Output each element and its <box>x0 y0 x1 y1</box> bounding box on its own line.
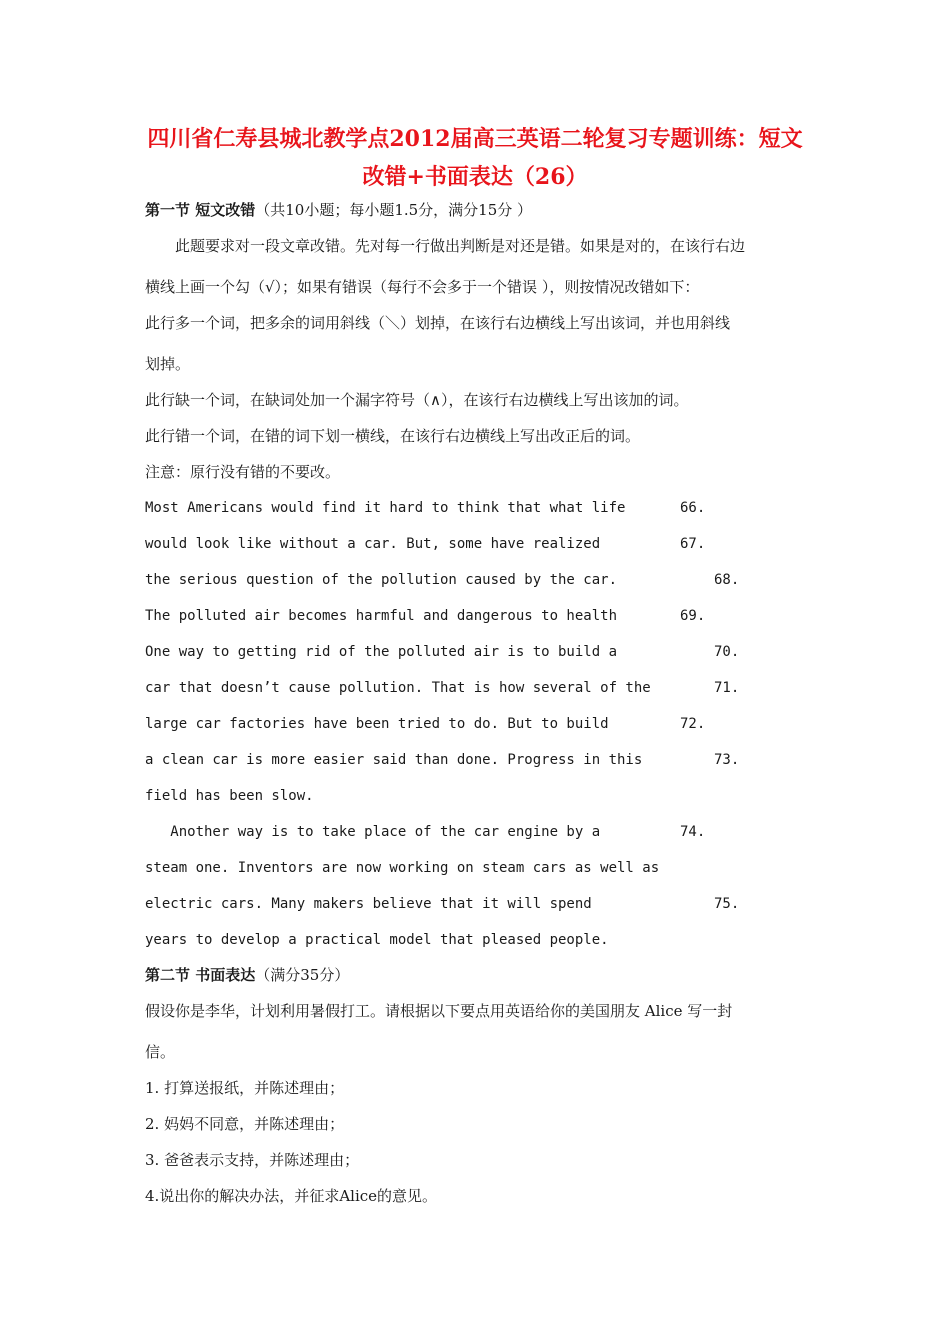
section-1-heading-label: 第一节 短文改错 <box>145 201 256 219</box>
line-number: 69. <box>680 608 706 624</box>
instruction-line: 横线上画一个勾（√）；如果有错误（每行不会多于一个错误 ），则按情况改错如下： <box>145 278 700 296</box>
line-number: 73. <box>714 752 740 768</box>
section-1-heading <box>145 200 815 220</box>
passage-line: One way to getting rid of the polluted air is to build a <box>145 644 618 660</box>
instruction-line: 划掉。 <box>145 355 191 373</box>
writing-point: 4.说出你的解决办法，并征求Alice的意见。 <box>145 1187 438 1205</box>
line-number: 70. <box>714 644 740 660</box>
passage-line: field has been slow. <box>145 788 314 804</box>
instruction-line: 此行缺一个词，在缺词处加一个漏字符号（∧），在该行右边横线上写出该加的词。 <box>145 391 689 409</box>
passage-line: steam one. Inventors are now working on steam cars as well as <box>145 860 660 876</box>
passage-line: a clean car is more easier said than done. Progress in this <box>145 752 643 768</box>
page-title-line-1: 四川省仁寿县城北教学点2012届高三英语二轮复习专题训练：短文 <box>147 126 803 152</box>
section-2-heading <box>145 965 815 985</box>
line-number: 71. <box>714 680 740 696</box>
passage-line: years to develop a practical model that pleased people. <box>145 932 609 948</box>
passage-line: Another way is to take place of the car engine by a <box>145 824 601 840</box>
section-2-heading-note: （满分35分） <box>255 966 350 984</box>
writing-point: 2. 妈妈不同意，并陈述理由； <box>145 1115 345 1133</box>
page-title-line-2: 改错+书面表达（26） <box>362 164 588 190</box>
passage-line: The polluted air becomes harmful and dangerous to health <box>145 608 618 624</box>
section-2-heading-label: 第二节 书面表达 <box>145 966 256 984</box>
passage-line: Most Americans would find it hard to think that what life <box>145 500 626 516</box>
instruction-line: 此行错一个词，在错的词下划一横线，在该行右边横线上写出改正后的词。 <box>145 427 641 445</box>
line-number: 74. <box>680 824 706 840</box>
writing-prompt-line: 信。 <box>145 1043 176 1061</box>
line-number: 72. <box>680 716 706 732</box>
passage-line: large car factories have been tried to do. But to build <box>145 716 609 732</box>
passage-line: the serious question of the pollution caused by the car. <box>145 572 618 588</box>
passage-line: would look like without a car. But, some have realized <box>145 536 601 552</box>
line-number: 66. <box>680 500 706 516</box>
instruction-line: 此行多一个词，把多余的词用斜线（＼）划掉，在该行右边横线上写出该词，并也用斜线 <box>145 314 731 332</box>
line-number: 75. <box>714 896 740 912</box>
instruction-line: 注意：原行没有错的不要改。 <box>145 463 341 481</box>
writing-point: 1. 打算送报纸，并陈述理由； <box>145 1079 345 1097</box>
writing-point: 3. 爸爸表示支持，并陈述理由； <box>145 1151 360 1169</box>
passage-line: electric cars. Many makers believe that it will spend <box>145 896 592 912</box>
line-number: 68. <box>714 572 740 588</box>
instruction-line: 此题要求对一段文章改错。先对每一行做出判断是对还是错。如果是对的，在该行右边 <box>145 237 746 255</box>
line-number: 67. <box>680 536 706 552</box>
passage-line: car that doesn’t cause pollution. That is how several of the <box>145 680 651 696</box>
writing-prompt-line: 假设你是李华，计划利用暑假打工。请根据以下要点用英语给你的美国朋友 Alice 写一封 <box>145 1002 733 1020</box>
section-1-heading-note: （共10小题；每小题1.5分，满分15分 ） <box>255 201 533 219</box>
